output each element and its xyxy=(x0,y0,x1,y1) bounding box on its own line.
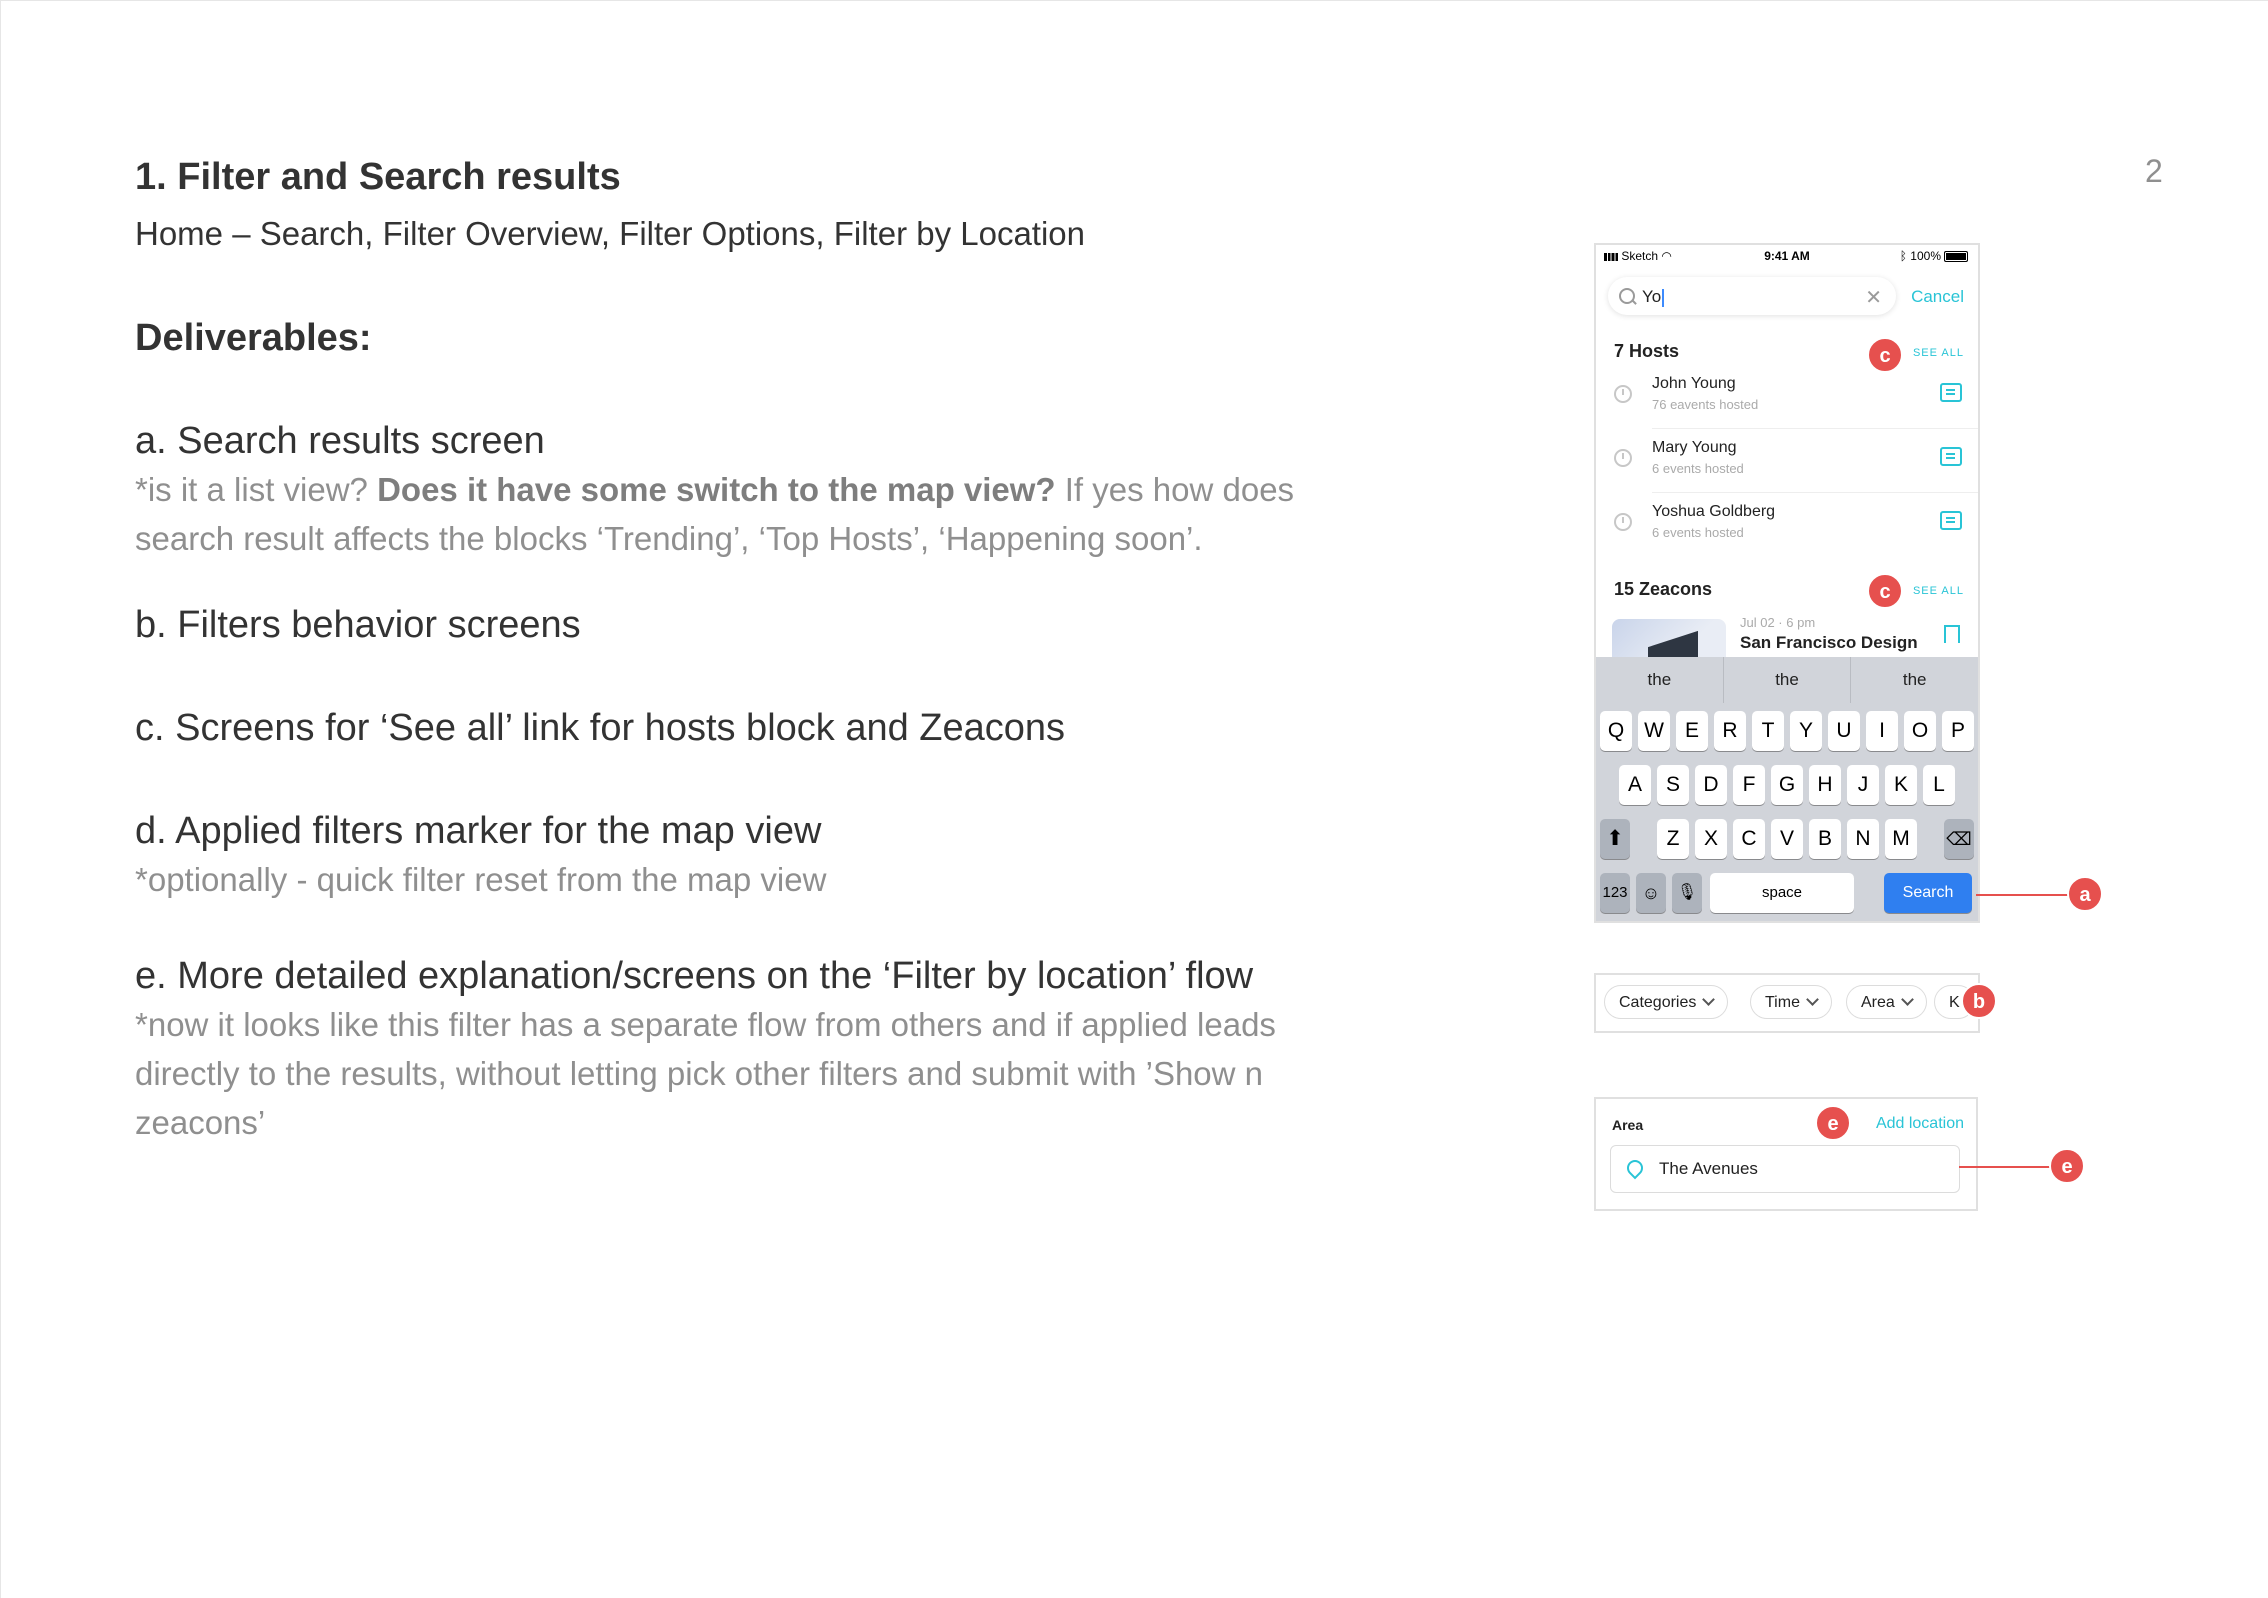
space-key[interactable]: space xyxy=(1710,873,1854,913)
text-caret xyxy=(1662,289,1664,307)
event-date: Jul 02 · 6 pm xyxy=(1740,615,1816,630)
search-icon xyxy=(1619,288,1635,304)
deliverable-a xyxy=(135,417,1355,563)
recent-clock-icon xyxy=(1614,449,1632,467)
key-p[interactable]: P xyxy=(1942,711,1974,751)
bluetooth-icon: ᛒ xyxy=(1899,249,1907,263)
key-g[interactable]: G xyxy=(1771,765,1803,805)
search-query-text: Yo xyxy=(1642,287,1662,306)
marker-c: c xyxy=(1867,337,1903,373)
marker-e: e xyxy=(2049,1148,2085,1184)
key-u[interactable]: U xyxy=(1828,711,1860,751)
host-meta: 76 eavents hosted xyxy=(1652,397,1759,412)
host-row[interactable] xyxy=(1596,429,1978,493)
hosts-section-title: 7 Hosts xyxy=(1614,341,1680,361)
backspace-key[interactable]: ⌫ xyxy=(1944,819,1974,859)
key-b[interactable]: B xyxy=(1809,819,1841,859)
deliverable-title: a. Search results screen xyxy=(135,420,545,462)
area-filter-mockup xyxy=(1594,1097,1978,1211)
search-input[interactable] xyxy=(1608,277,1896,315)
chip-label: Time xyxy=(1765,994,1800,1011)
deliverable-note: *now it looks like this filter has a separate flow from others and if applied leads directly to the results, without letting pick other filters and submit with ’Show n zeacons’ xyxy=(135,1006,1276,1141)
host-meta: 6 events hosted xyxy=(1652,525,1744,540)
deliverables-heading: Deliverables: xyxy=(135,317,372,359)
area-location-value: The Avenues xyxy=(1659,1159,1758,1178)
deliverable-note: *optionally - quick filter reset from the map view xyxy=(135,861,827,898)
key-w[interactable]: W xyxy=(1638,711,1670,751)
chevron-down-icon xyxy=(1901,993,1914,1006)
event-title[interactable]: San Francisco Design xyxy=(1740,633,1918,652)
key-m[interactable]: M xyxy=(1885,819,1917,859)
filter-chip-time[interactable] xyxy=(1750,985,1832,1019)
location-pin-icon xyxy=(1624,1157,1647,1180)
suggestion[interactable]: the xyxy=(1596,657,1724,703)
chevron-down-icon xyxy=(1703,993,1716,1006)
add-location-link[interactable]: Add location xyxy=(1875,1115,1964,1132)
key-i[interactable]: I xyxy=(1866,711,1898,751)
clear-icon[interactable]: ✕ xyxy=(1865,287,1882,309)
note-text: *is it a list view? xyxy=(135,471,378,508)
deliverable-note xyxy=(135,465,1355,563)
key-j[interactable]: J xyxy=(1847,765,1879,805)
page-title: 1. Filter and Search results xyxy=(135,156,621,198)
suggestion[interactable]: the xyxy=(1902,670,1927,689)
marker-a: a xyxy=(2067,876,2103,912)
deliverable-title: b. Filters behavior screens xyxy=(135,604,581,646)
status-bar xyxy=(1596,245,1978,267)
chip-label: Categories xyxy=(1619,994,1697,1011)
key-a[interactable]: A xyxy=(1619,765,1651,805)
deliverable-d xyxy=(135,807,1355,904)
battery xyxy=(1900,249,1968,263)
key-x[interactable]: X xyxy=(1695,819,1727,859)
marker-b: b xyxy=(1961,983,1997,1019)
filter-chip-categories[interactable] xyxy=(1604,985,1728,1019)
suggestion-bar xyxy=(1596,657,1978,703)
numbers-key[interactable]: 123 xyxy=(1600,873,1630,913)
chevron-down-icon xyxy=(1806,993,1819,1006)
battery-icon xyxy=(1944,251,1968,262)
document-body xyxy=(135,147,1355,1147)
key-q[interactable]: Q xyxy=(1600,711,1632,751)
note-text: If yes how does search result affects the blocks ‘Trending’, ‘Top Hosts’, ‘Happening soon’. xyxy=(135,471,1295,557)
microphone-key[interactable]: 🎙 xyxy=(1672,873,1702,913)
host-name: Yoshua Goldberg xyxy=(1652,503,1776,520)
key-r[interactable]: R xyxy=(1714,711,1746,751)
filter-chip-area[interactable] xyxy=(1846,985,1927,1019)
marker-e: e xyxy=(1815,1105,1851,1141)
note-bold-text: Does it have some switch to the map view? xyxy=(377,471,1056,508)
key-h[interactable]: H xyxy=(1809,765,1841,805)
keyboard-row-4 xyxy=(1596,873,1978,913)
recent-clock-icon xyxy=(1614,513,1632,531)
message-icon[interactable] xyxy=(1940,447,1962,466)
keyboard-row-1 xyxy=(1596,711,1978,751)
keyboard-row-3 xyxy=(1596,819,1978,859)
chip-label: Area xyxy=(1861,994,1895,1011)
cancel-button[interactable]: Cancel xyxy=(1911,287,1964,306)
zeacons-see-all-link[interactable]: SEE ALL xyxy=(1912,585,1964,597)
battery-label: 100% xyxy=(1910,249,1941,263)
chip-label: K xyxy=(1949,994,1960,1011)
key-k[interactable]: K xyxy=(1885,765,1917,805)
deliverable-b xyxy=(135,601,1355,649)
message-icon[interactable] xyxy=(1940,511,1962,530)
wifi-icon: ◠ xyxy=(1661,249,1672,263)
message-icon[interactable] xyxy=(1940,383,1962,402)
marker-c: c xyxy=(1867,573,1903,609)
area-label: Area xyxy=(1612,1117,1644,1133)
page-number: 2 xyxy=(2145,153,2163,189)
host-name: Mary Young xyxy=(1652,439,1737,456)
key-v[interactable]: V xyxy=(1771,819,1803,859)
search-query xyxy=(1642,287,1664,307)
deliverable-title: d. Applied filters marker for the map view xyxy=(135,810,822,852)
key-n[interactable]: N xyxy=(1847,819,1879,859)
deliverable-title: e. More detailed explanation/screens on the ‘Filter by location’ flow xyxy=(135,955,1254,997)
hosts-see-all-link[interactable]: SEE ALL xyxy=(1912,347,1964,359)
key-c[interactable]: C xyxy=(1733,819,1765,859)
keyboard xyxy=(1596,657,1978,921)
deliverable-title: c. Screens for ‘See all’ link for hosts block and Zeacons xyxy=(135,707,1066,749)
host-meta: 6 events hosted xyxy=(1652,461,1744,476)
key-y[interactable]: Y xyxy=(1790,711,1822,751)
area-location-field[interactable] xyxy=(1610,1145,1960,1193)
deliverable-e xyxy=(135,952,1355,1147)
key-z[interactable]: Z xyxy=(1657,819,1689,859)
filter-chips-mockup xyxy=(1594,973,1980,1033)
shift-key[interactable]: ⬆ xyxy=(1600,819,1630,859)
key-o[interactable]: O xyxy=(1904,711,1936,751)
key-t[interactable]: T xyxy=(1752,711,1784,751)
key-e[interactable]: E xyxy=(1676,711,1708,751)
host-row[interactable] xyxy=(1596,365,1978,429)
host-row[interactable] xyxy=(1596,493,1978,557)
suggestion[interactable]: the xyxy=(1724,657,1852,703)
zeacons-section-title: 15 Zeacons xyxy=(1614,579,1713,599)
recent-clock-icon xyxy=(1614,385,1632,403)
emoji-key[interactable]: ☺ xyxy=(1636,873,1666,913)
key-d[interactable]: D xyxy=(1695,765,1727,805)
search-results-mockup xyxy=(1594,243,1980,923)
host-name: John Young xyxy=(1652,375,1736,392)
key-f[interactable]: F xyxy=(1733,765,1765,805)
search-key[interactable]: Search xyxy=(1884,873,1972,913)
bookmark-icon[interactable] xyxy=(1944,625,1960,643)
key-s[interactable]: S xyxy=(1657,765,1689,805)
keyboard-row-2 xyxy=(1596,765,1978,805)
breadcrumb: Home – Search, Filter Overview, Filter Options, Filter by Location xyxy=(135,215,1086,252)
status-time: 9:41 AM xyxy=(1764,249,1810,263)
carrier-label: Sketch xyxy=(1621,249,1659,263)
deliverable-c xyxy=(135,704,1355,752)
key-l[interactable]: L xyxy=(1923,765,1955,805)
